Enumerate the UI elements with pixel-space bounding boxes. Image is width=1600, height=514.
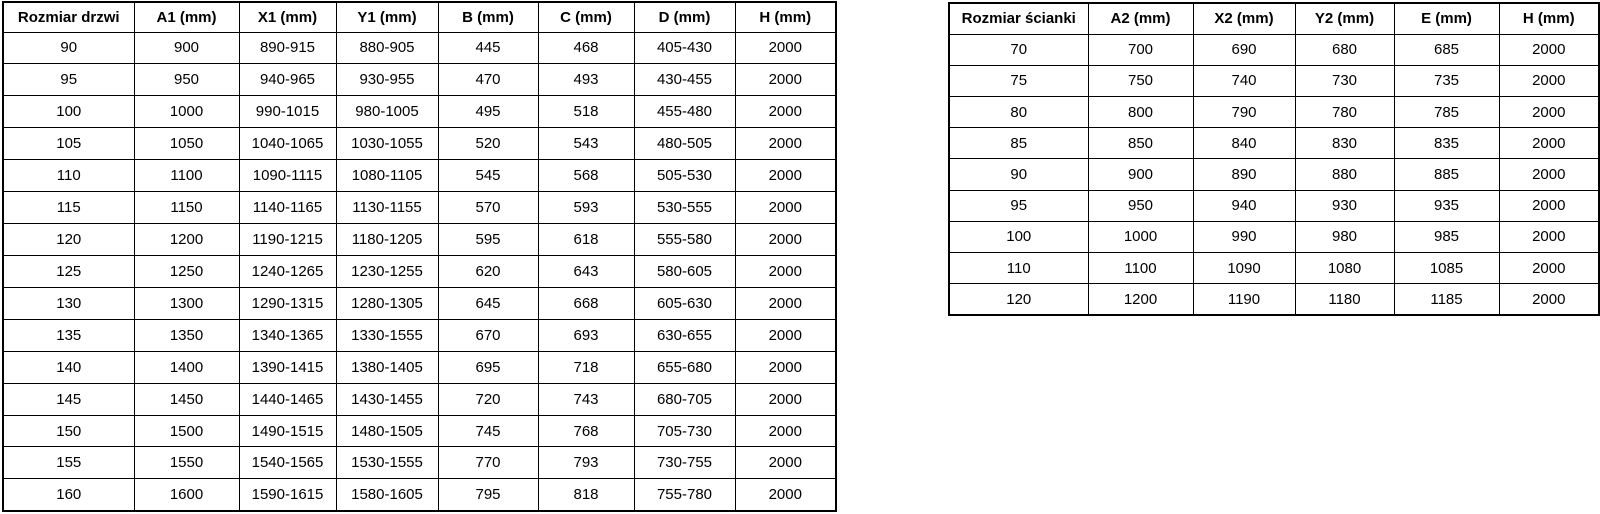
- table-cell: 730: [1295, 65, 1394, 96]
- table-cell: 110: [3, 160, 134, 192]
- table-cell: 95: [3, 64, 134, 96]
- table-cell: 1000: [1088, 221, 1193, 252]
- table-cell: 1440-1465: [239, 383, 336, 415]
- table-cell: 1350: [134, 319, 239, 351]
- table-cell: 1530-1555: [336, 447, 438, 479]
- table-cell: 643: [538, 255, 634, 287]
- table-cell: 1340-1365: [239, 319, 336, 351]
- table-cell: 1030-1055: [336, 128, 438, 160]
- table-cell: 720: [438, 383, 538, 415]
- wall-panel-size-table: [948, 2, 1600, 316]
- table-row: [3, 192, 836, 224]
- table-cell: 1490-1515: [239, 415, 336, 447]
- table-cell: 850: [1088, 128, 1193, 159]
- table-cell: 680-705: [634, 383, 735, 415]
- table-cell: 670: [438, 319, 538, 351]
- table-cell: 940-965: [239, 64, 336, 96]
- table-cell: 520: [438, 128, 538, 160]
- table-cell: 930: [1295, 190, 1394, 221]
- table-cell: 885: [1394, 159, 1499, 190]
- column-header: Rozmiar ścianki: [949, 3, 1088, 34]
- table-cell: 1080: [1295, 253, 1394, 284]
- column-header: H (mm): [1499, 3, 1599, 34]
- table-cell: 1290-1315: [239, 287, 336, 319]
- table-cell: 1200: [134, 224, 239, 256]
- table-cell: 2000: [735, 383, 836, 415]
- table-cell: 743: [538, 383, 634, 415]
- table-cell: 1150: [134, 192, 239, 224]
- table-cell: 480-505: [634, 128, 735, 160]
- table-cell: 2000: [735, 479, 836, 511]
- table-cell: 770: [438, 447, 538, 479]
- table-cell: 2000: [1499, 34, 1599, 65]
- table-cell: 1085: [1394, 253, 1499, 284]
- table-cell: 2000: [1499, 221, 1599, 252]
- table-cell: 2000: [735, 32, 836, 64]
- table-row: [949, 65, 1599, 96]
- table-cell: 785: [1394, 96, 1499, 127]
- table-cell: 90: [3, 32, 134, 64]
- table-cell: 1185: [1394, 284, 1499, 315]
- table-row: [3, 319, 836, 351]
- table-cell: 990: [1193, 221, 1295, 252]
- table-cell: 818: [538, 479, 634, 511]
- table-cell: 1000: [134, 96, 239, 128]
- table-row: [949, 253, 1599, 284]
- table-cell: 1600: [134, 479, 239, 511]
- table-cell: 655-680: [634, 351, 735, 383]
- table-cell: 110: [949, 253, 1088, 284]
- table-cell: 120: [949, 284, 1088, 315]
- table-cell: 120: [3, 224, 134, 256]
- table-cell: 95: [949, 190, 1088, 221]
- table-cell: 1550: [134, 447, 239, 479]
- table-row: [949, 159, 1599, 190]
- table-cell: 2000: [1499, 253, 1599, 284]
- table-cell: 2000: [735, 447, 836, 479]
- table-cell: 668: [538, 287, 634, 319]
- table-cell: 1300: [134, 287, 239, 319]
- table-cell: 1450: [134, 383, 239, 415]
- table-row: [3, 479, 836, 511]
- table-cell: 455-480: [634, 96, 735, 128]
- table-cell: 618: [538, 224, 634, 256]
- table-cell: 2000: [735, 128, 836, 160]
- table-cell: 800: [1088, 96, 1193, 127]
- column-header: E (mm): [1394, 3, 1499, 34]
- table-row: [949, 96, 1599, 127]
- table-cell: 1580-1605: [336, 479, 438, 511]
- table-cell: 85: [949, 128, 1088, 159]
- table-cell: 100: [3, 96, 134, 128]
- table-cell: 1480-1505: [336, 415, 438, 447]
- table-cell: 890: [1193, 159, 1295, 190]
- table-cell: 2000: [735, 160, 836, 192]
- door-size-table: [2, 1, 837, 512]
- table-cell: 1190-1215: [239, 224, 336, 256]
- table-cell: 555-580: [634, 224, 735, 256]
- table-row: [949, 284, 1599, 315]
- table-cell: 630-655: [634, 319, 735, 351]
- table-cell: 150: [3, 415, 134, 447]
- table-cell: 545: [438, 160, 538, 192]
- table-cell: 695: [438, 351, 538, 383]
- table-cell: 2000: [735, 319, 836, 351]
- table-cell: 445: [438, 32, 538, 64]
- table-cell: 1050: [134, 128, 239, 160]
- table-cell: 1500: [134, 415, 239, 447]
- table-cell: 90: [949, 159, 1088, 190]
- table-cell: 1230-1255: [336, 255, 438, 287]
- table-cell: 405-430: [634, 32, 735, 64]
- table-cell: 1130-1155: [336, 192, 438, 224]
- table-cell: 830: [1295, 128, 1394, 159]
- table-cell: 1380-1405: [336, 351, 438, 383]
- table-row: [3, 160, 836, 192]
- table-row: [949, 34, 1599, 65]
- table-cell: 2000: [1499, 96, 1599, 127]
- table-cell: 793: [538, 447, 634, 479]
- table-row: [3, 32, 836, 64]
- table-row: [3, 415, 836, 447]
- table-cell: 1040-1065: [239, 128, 336, 160]
- table-cell: 70: [949, 34, 1088, 65]
- table-cell: 2000: [735, 351, 836, 383]
- table-cell: 530-555: [634, 192, 735, 224]
- table-cell: 680: [1295, 34, 1394, 65]
- table-cell: 518: [538, 96, 634, 128]
- table-cell: 1100: [1088, 253, 1193, 284]
- table-cell: 1240-1265: [239, 255, 336, 287]
- table-cell: 940: [1193, 190, 1295, 221]
- table-cell: 1090: [1193, 253, 1295, 284]
- table-cell: 2000: [735, 192, 836, 224]
- table-cell: 705-730: [634, 415, 735, 447]
- table-cell: 750: [1088, 65, 1193, 96]
- table-cell: 430-455: [634, 64, 735, 96]
- table-cell: 930-955: [336, 64, 438, 96]
- table-cell: 890-915: [239, 32, 336, 64]
- table-row: [3, 287, 836, 319]
- table-cell: 2000: [1499, 159, 1599, 190]
- table-cell: 2000: [735, 96, 836, 128]
- table-cell: 2000: [735, 287, 836, 319]
- table-cell: 1540-1565: [239, 447, 336, 479]
- table-cell: 1080-1105: [336, 160, 438, 192]
- table-cell: 495: [438, 96, 538, 128]
- table-row: [3, 224, 836, 256]
- column-header: A2 (mm): [1088, 3, 1193, 34]
- table-row: [949, 221, 1599, 252]
- table-cell: 505-530: [634, 160, 735, 192]
- table-row: [3, 64, 836, 96]
- column-header: X2 (mm): [1193, 3, 1295, 34]
- table-cell: 145: [3, 383, 134, 415]
- table-cell: 135: [3, 319, 134, 351]
- column-header: X1 (mm): [239, 2, 336, 32]
- table-cell: 980-1005: [336, 96, 438, 128]
- table-cell: 795: [438, 479, 538, 511]
- table-cell: 700: [1088, 34, 1193, 65]
- table-cell: 115: [3, 192, 134, 224]
- table-row: [3, 128, 836, 160]
- table-cell: 1250: [134, 255, 239, 287]
- table-cell: 730-755: [634, 447, 735, 479]
- table-cell: 2000: [735, 415, 836, 447]
- table-cell: 880: [1295, 159, 1394, 190]
- table-cell: 685: [1394, 34, 1499, 65]
- table-cell: 1590-1615: [239, 479, 336, 511]
- table-cell: 735: [1394, 65, 1499, 96]
- table-cell: 568: [538, 160, 634, 192]
- header-row: [949, 3, 1599, 34]
- table-cell: 493: [538, 64, 634, 96]
- column-header: A1 (mm): [134, 2, 239, 32]
- table-cell: 990-1015: [239, 96, 336, 128]
- table-cell: 950: [134, 64, 239, 96]
- table-cell: 985: [1394, 221, 1499, 252]
- table-cell: 2000: [1499, 65, 1599, 96]
- table-cell: 595: [438, 224, 538, 256]
- table-cell: 580-605: [634, 255, 735, 287]
- table-cell: 1100: [134, 160, 239, 192]
- header-row: [3, 2, 836, 32]
- table-cell: 755-780: [634, 479, 735, 511]
- table-row: [949, 190, 1599, 221]
- table-row: [3, 447, 836, 479]
- column-header: H (mm): [735, 2, 836, 32]
- table-cell: 620: [438, 255, 538, 287]
- table-cell: 470: [438, 64, 538, 96]
- table-cell: 745: [438, 415, 538, 447]
- table-cell: 900: [134, 32, 239, 64]
- table-cell: 105: [3, 128, 134, 160]
- table-cell: 2000: [735, 224, 836, 256]
- table-cell: 80: [949, 96, 1088, 127]
- table-cell: 1400: [134, 351, 239, 383]
- table-cell: 693: [538, 319, 634, 351]
- table-cell: 130: [3, 287, 134, 319]
- column-header: Rozmiar drzwi: [3, 2, 134, 32]
- table-cell: 1330-1555: [336, 319, 438, 351]
- table-cell: 780: [1295, 96, 1394, 127]
- table-cell: 790: [1193, 96, 1295, 127]
- column-header: D (mm): [634, 2, 735, 32]
- table-cell: 1200: [1088, 284, 1193, 315]
- table-cell: 768: [538, 415, 634, 447]
- column-header: B (mm): [438, 2, 538, 32]
- table-cell: 468: [538, 32, 634, 64]
- table-cell: 1190: [1193, 284, 1295, 315]
- table-cell: 935: [1394, 190, 1499, 221]
- table-row: [949, 128, 1599, 159]
- table-row: [3, 383, 836, 415]
- column-header: Y1 (mm): [336, 2, 438, 32]
- table-row: [3, 96, 836, 128]
- table-cell: 1180-1205: [336, 224, 438, 256]
- table-cell: 100: [949, 221, 1088, 252]
- table-cell: 160: [3, 479, 134, 511]
- table-cell: 1430-1455: [336, 383, 438, 415]
- table-cell: 570: [438, 192, 538, 224]
- column-header: Y2 (mm): [1295, 3, 1394, 34]
- table-cell: 1090-1115: [239, 160, 336, 192]
- table-cell: 1280-1305: [336, 287, 438, 319]
- table-cell: 2000: [1499, 128, 1599, 159]
- table-cell: 900: [1088, 159, 1193, 190]
- table-cell: 835: [1394, 128, 1499, 159]
- table-cell: 950: [1088, 190, 1193, 221]
- table-cell: 740: [1193, 65, 1295, 96]
- table-row: [3, 351, 836, 383]
- table-cell: 690: [1193, 34, 1295, 65]
- table-cell: 645: [438, 287, 538, 319]
- table-row: [3, 255, 836, 287]
- table-cell: 543: [538, 128, 634, 160]
- table-cell: 1140-1165: [239, 192, 336, 224]
- table-cell: 2000: [1499, 190, 1599, 221]
- table-cell: 840: [1193, 128, 1295, 159]
- table-cell: 2000: [735, 64, 836, 96]
- table-cell: 1180: [1295, 284, 1394, 315]
- table-cell: 880-905: [336, 32, 438, 64]
- table-cell: 980: [1295, 221, 1394, 252]
- table-cell: 125: [3, 255, 134, 287]
- table-cell: 140: [3, 351, 134, 383]
- table-cell: 593: [538, 192, 634, 224]
- table-cell: 1390-1415: [239, 351, 336, 383]
- table-cell: 75: [949, 65, 1088, 96]
- table-cell: 605-630: [634, 287, 735, 319]
- table-cell: 2000: [1499, 284, 1599, 315]
- table-cell: 2000: [735, 255, 836, 287]
- table-cell: 155: [3, 447, 134, 479]
- column-header: C (mm): [538, 2, 634, 32]
- table-cell: 718: [538, 351, 634, 383]
